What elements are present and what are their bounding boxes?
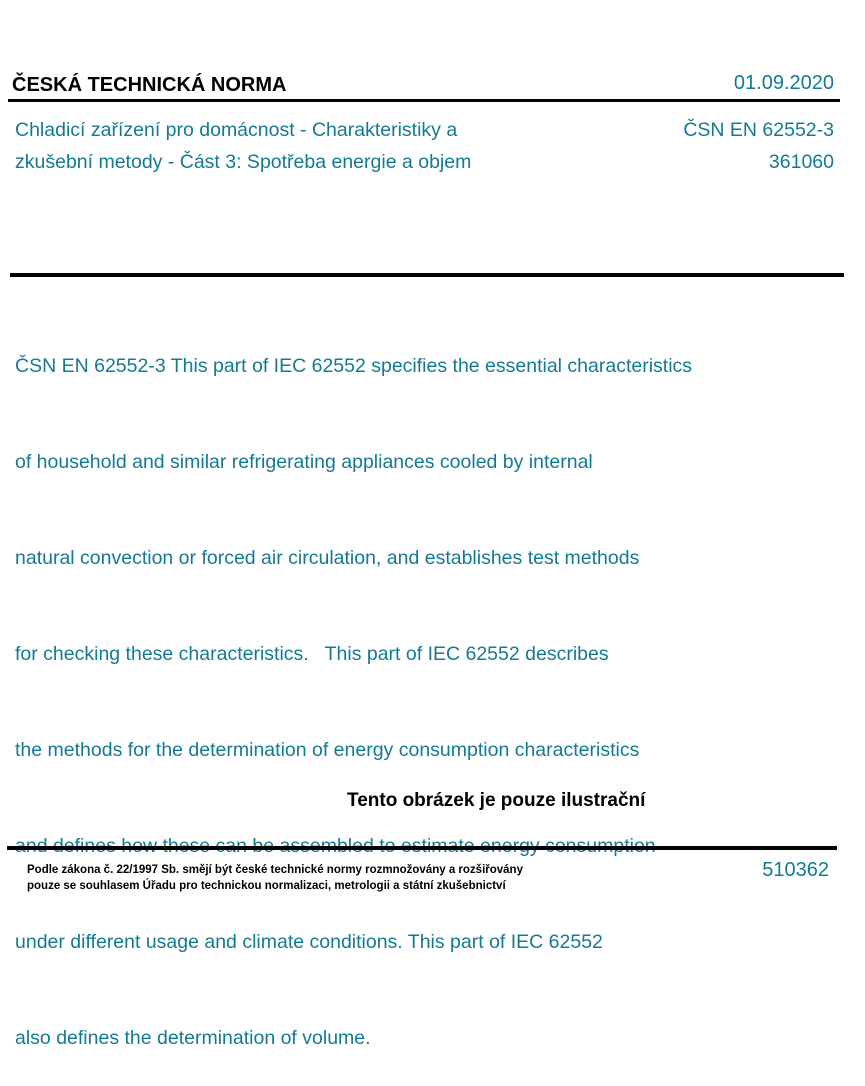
abstract-line: ČSN EN 62552-3 This part of IEC 62552 specifies the essential characteristics xyxy=(15,355,693,377)
abstract-line: natural convection or forced air circulation, and establishes test methods xyxy=(15,547,640,569)
standard-title xyxy=(15,114,471,178)
legal-notice-line: Podle zákona č. 22/1997 Sb. smějí být české technické normy rozmnožovány a rozšiřovány xyxy=(27,864,523,876)
abstract-line: under different usage and climate conditions. This part of IEC 62552 xyxy=(15,931,603,953)
standard-identifiers xyxy=(683,114,834,178)
legal-notice xyxy=(27,862,523,894)
abstract-line: the methods for the determination of energy consumption characteristics xyxy=(15,739,640,761)
standard-title-line: Chladicí zařízení pro domácnost - Charakteristiky a xyxy=(15,119,458,141)
abstract-line: of household and similar refrigerating appliances cooled by internal xyxy=(15,451,593,473)
bottom-divider xyxy=(7,846,837,850)
document-number: 510362 xyxy=(762,859,829,881)
illustration-disclaimer: Tento obrázek je pouze ilustrační xyxy=(347,790,646,811)
legal-notice-line: pouze se souhlasem Úřadu pro technickou normalizaci, metrologii a státní zkušebnictví xyxy=(27,880,506,892)
standard-designation: ČSN EN 62552-3 xyxy=(683,119,834,141)
middle-divider xyxy=(10,273,844,277)
classification-number: 361060 xyxy=(768,151,834,173)
abstract-text xyxy=(15,286,692,1086)
abstract-line: also defines the determination of volume. xyxy=(15,1027,371,1049)
norm-brand-heading: ČESKÁ TECHNICKÁ NORMA xyxy=(12,74,287,96)
top-divider xyxy=(8,99,840,102)
abstract-line: for checking these characteristics. This part of IEC 62552 describes xyxy=(15,643,609,665)
publication-date: 01.09.2020 xyxy=(733,72,834,94)
standard-title-line: zkušební metody - Část 3: Spotřeba energie a objem xyxy=(15,151,472,173)
